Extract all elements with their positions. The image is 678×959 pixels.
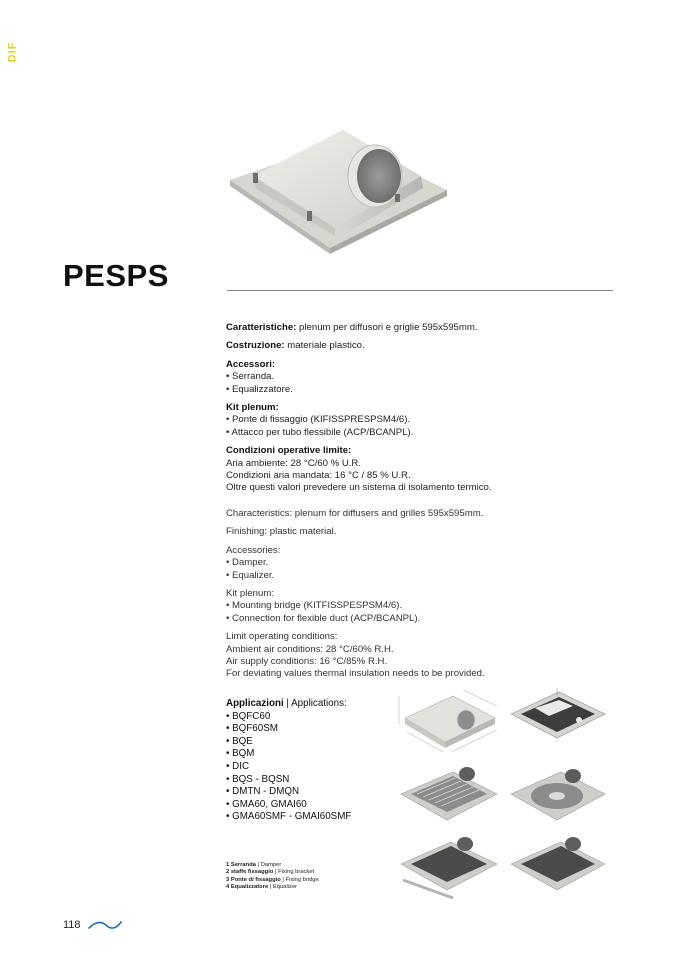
product-title: PESPS [63, 258, 169, 293]
legend-item [226, 869, 319, 876]
en-accessories-label: Accessories: [226, 544, 281, 556]
it-construction-label: Costruzione: [226, 340, 285, 352]
application-item: • DIC [226, 760, 250, 772]
legend-translation: | Fixing bracket [273, 869, 315, 876]
equalizer-view [511, 837, 605, 890]
en-kit-label: Kit plenum: [226, 588, 274, 600]
legend [226, 862, 319, 892]
limit-line: Aria ambiente: 28 °C/60 % U.R. [226, 457, 362, 469]
application-item: • GMA60SMF - GMAI60SMF [226, 811, 352, 823]
en-characteristics-text: plenum for diffusers and grilles 595x595mm. [292, 508, 484, 519]
en-finishing-label: Finishing: [226, 526, 268, 538]
application-item: • BQF60SM [226, 723, 278, 735]
bridge-view [401, 837, 497, 898]
legend-number-label: 2 staffe fissaggio [226, 869, 274, 876]
limit-line: Ambient air conditions: 28 °C/60% R.H. [226, 643, 394, 655]
product-hero-image [225, 118, 450, 258]
application-item: • BQS - BQSN [226, 773, 290, 785]
legend-translation: | Damper [255, 862, 282, 868]
page-number: 118 [63, 919, 81, 931]
application-item: • BQE [226, 735, 253, 747]
title-divider [227, 290, 613, 291]
list-item: • Mounting bridge (KITFISSPESPSM4/6). [226, 600, 403, 612]
legend-number-label: 3 Ponte di fissaggio [226, 876, 281, 883]
list-item: • Connection for flexible duct (ACP/BCANPL). [226, 612, 421, 624]
limit-line: For deviating values thermal insulation needs to be provided. [226, 668, 485, 680]
list-item: • Serranda. [226, 371, 275, 383]
section-tab [6, 38, 24, 68]
limit-line: Oltre questi valori prevedere un sistema di isolamento termico. [226, 482, 492, 494]
applications-heading [226, 698, 351, 711]
it-kit-label: Kit plenum: [226, 402, 279, 414]
applications-label-en: | Applications: [283, 698, 347, 709]
applications-list [226, 698, 351, 824]
section-tab-label: DIF [6, 41, 19, 63]
legend-number-label: 1 Serranda [226, 862, 256, 868]
applications-label-it: Applicazioni [226, 698, 284, 709]
list-item: • Attacco per tubo flessibile (ACP/BCANPL). [226, 426, 414, 438]
en-finishing-text: plastic material. [267, 526, 337, 538]
it-construction-text: materiale plastico. [284, 340, 365, 352]
grille-view [401, 767, 497, 820]
legend-item [226, 877, 319, 884]
brand-wave-icon [88, 918, 122, 932]
application-item: • DMTN - DMQN [226, 786, 300, 798]
legend-item [226, 862, 319, 869]
legend-translation: | Equalizer [268, 884, 298, 891]
application-item: • BQFC60 [226, 710, 271, 722]
it-characteristics-text: plenum per diffusori e griglie 595x595mm. [296, 322, 478, 333]
application-item: • GMA60, GMAI60 [226, 798, 307, 810]
it-characteristics-label: Caratteristiche: [226, 322, 297, 333]
legend-number-label: 4 Equalizzatore [226, 884, 269, 891]
limit-line: Condizioni aria mandata: 16 °C / 85 % U.R. [226, 470, 411, 482]
technical-drawing-view [399, 690, 497, 752]
interior-view [511, 688, 605, 738]
list-item: • Equalizzatore. [226, 383, 293, 395]
it-accessories-label: Accessori: [226, 358, 276, 370]
en-characteristics-label: Characteristics: [226, 508, 293, 519]
product-views-gallery [393, 684, 613, 900]
legend-item [226, 884, 319, 891]
it-limits-label: Condizioni operative limite: [226, 445, 352, 457]
en-limits-label: Limit operating conditions: [226, 631, 338, 643]
swirl-diffuser-view [511, 769, 605, 820]
italian-description [226, 322, 626, 501]
list-item: • Damper. [226, 557, 269, 569]
application-item: • BQM [226, 748, 255, 760]
list-item: • Equalizer. [226, 569, 275, 581]
list-item: • Ponte di fissaggio (KIFISSPRESPSM4/6). [226, 414, 411, 426]
english-description [226, 508, 626, 687]
legend-translation: | Fixing bridge [280, 876, 319, 883]
limit-line: Air supply conditions: 16 °C/85% R.H. [226, 656, 388, 668]
